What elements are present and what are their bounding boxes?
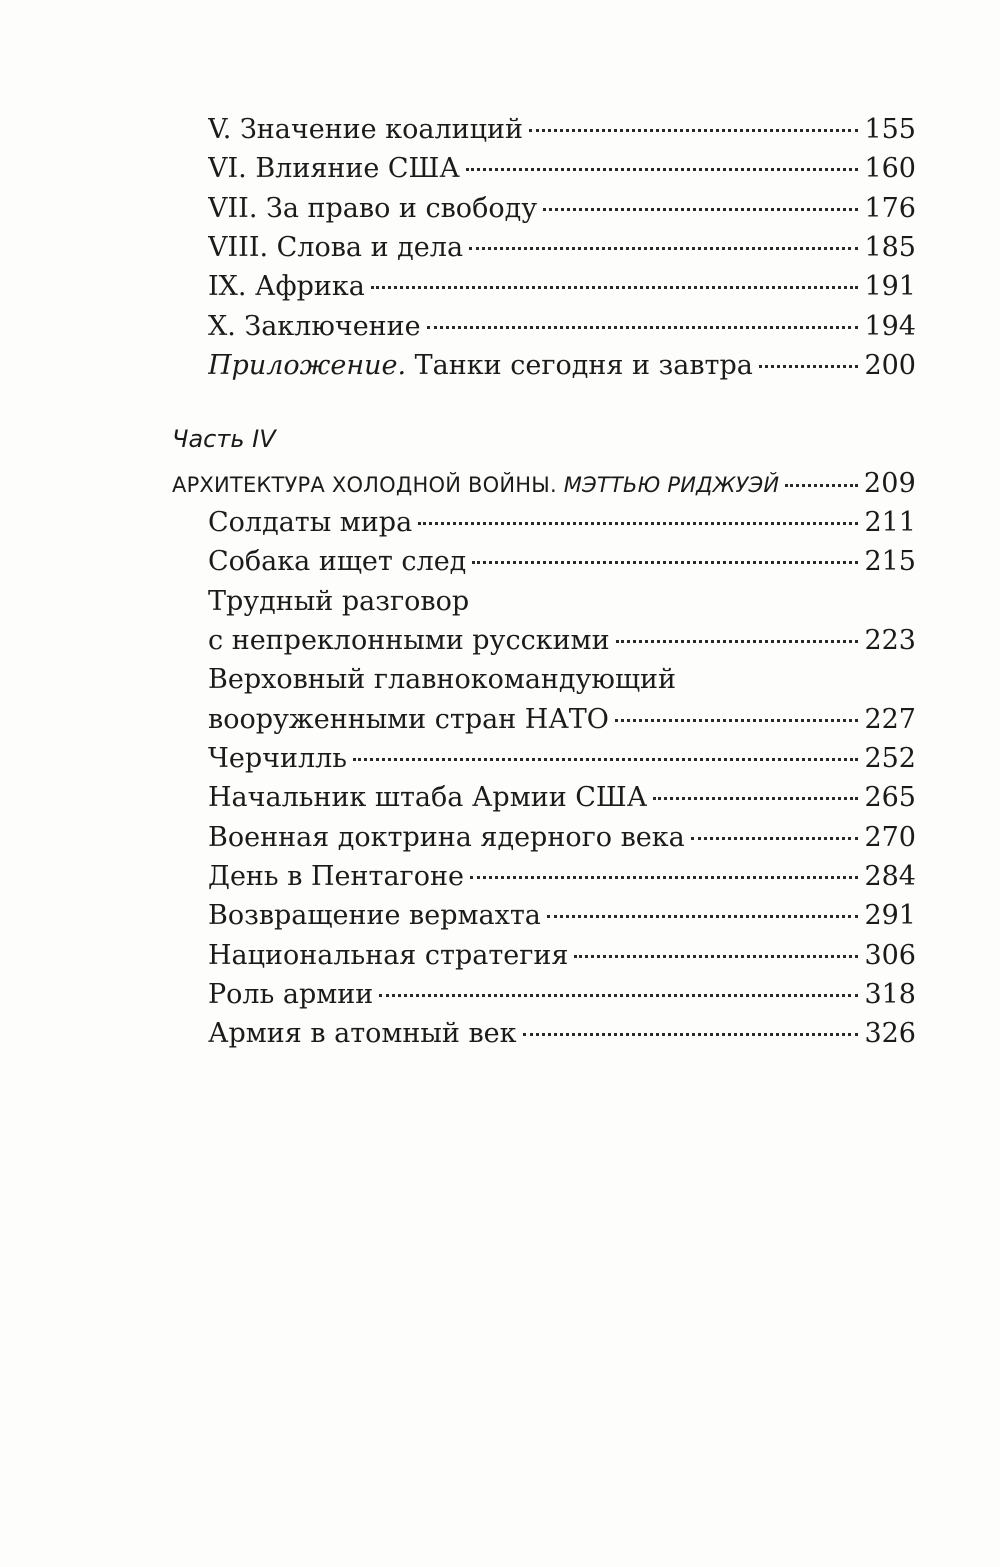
part-heading-entry[interactable] xyxy=(172,468,916,508)
dot-leader xyxy=(574,955,858,958)
dot-leader xyxy=(371,286,859,289)
toc-entry[interactable] xyxy=(208,546,916,586)
dot-leader xyxy=(469,247,858,250)
toc-entry[interactable] xyxy=(208,271,916,311)
toc-entry-page: 160 xyxy=(864,153,916,184)
part-heading xyxy=(172,473,783,497)
toc-entry-title: VII. За право и свободу xyxy=(208,193,538,224)
toc-entry-page: 200 xyxy=(864,350,916,381)
dot-leader xyxy=(427,326,859,329)
toc-entry-title: вооруженными стран НАТО xyxy=(208,704,609,735)
toc-entry[interactable] xyxy=(208,625,916,665)
part-heading-author: МЭТТЬЮ РИДЖУЭЙ xyxy=(556,473,780,497)
dot-leader xyxy=(466,168,859,171)
toc-entry[interactable] xyxy=(208,782,916,822)
part-heading-title: АРХИТЕКТУРА ХОЛОДНОЙ ВОЙНЫ. xyxy=(172,473,557,497)
toc-entry[interactable] xyxy=(208,114,916,154)
dot-leader xyxy=(547,915,859,918)
toc-entry-page: 211 xyxy=(864,507,916,538)
toc-entry-title: Начальник штаба Армии США xyxy=(208,782,648,813)
dot-leader xyxy=(472,561,858,564)
toc-entry-title: Возвращение вермахта xyxy=(208,900,541,931)
toc-entry[interactable] xyxy=(208,193,916,233)
toc-entry[interactable] xyxy=(208,743,916,783)
dot-leader xyxy=(418,522,858,525)
dot-leader xyxy=(759,365,859,368)
toc-entry[interactable] xyxy=(208,940,916,980)
toc-entry-page: 185 xyxy=(864,232,916,263)
dot-leader xyxy=(785,484,858,487)
toc-entry-page: 265 xyxy=(864,782,916,813)
toc-entry[interactable] xyxy=(208,861,916,901)
toc-entry-title-line1: Трудный разговор xyxy=(208,586,470,617)
toc-entry[interactable] xyxy=(208,311,916,351)
dot-leader xyxy=(616,640,859,643)
toc-entry-title: Армия в атомный век xyxy=(208,1018,517,1049)
toc-entry-title: IX. Африка xyxy=(208,271,365,302)
toc-entry-title: V. Значение коалиций xyxy=(208,114,523,145)
toc-entry[interactable] xyxy=(208,900,916,940)
part-label: Часть IV xyxy=(172,425,276,453)
toc-entry-page: 306 xyxy=(864,940,916,971)
dot-leader xyxy=(470,876,859,879)
toc-entry-page: 191 xyxy=(864,271,916,302)
toc-entry-title: VI. Влияние США xyxy=(208,153,460,184)
dot-leader xyxy=(529,129,858,132)
toc-entry-page: 227 xyxy=(864,704,916,735)
toc-entry-title xyxy=(208,350,757,381)
toc-entry-title: X. Заключение xyxy=(208,311,421,342)
toc-entry-page: 194 xyxy=(864,311,916,342)
toc-entry-page: 318 xyxy=(864,979,916,1010)
appendix-label: Приложение. xyxy=(208,350,407,381)
toc-entry[interactable] xyxy=(208,979,916,1019)
toc-entry-page: 215 xyxy=(864,546,916,577)
toc-entry[interactable] xyxy=(208,232,916,272)
toc-entry-title: Роль армии xyxy=(208,979,374,1010)
toc-entry-page: 270 xyxy=(864,822,916,853)
dot-leader xyxy=(379,994,858,997)
toc-entry-title: с непреклонными русскими xyxy=(208,625,610,656)
appendix-title: Танки сегодня и завтра xyxy=(406,350,753,381)
toc-entry[interactable] xyxy=(208,507,916,547)
toc-entry-page: 252 xyxy=(864,743,916,774)
dot-leader xyxy=(615,719,859,722)
toc-entry-title: Национальная стратегия xyxy=(208,940,569,971)
toc-entry-title: VIII. Слова и дела xyxy=(208,232,464,263)
toc-entry-page: 176 xyxy=(864,193,916,224)
dot-leader xyxy=(543,208,858,211)
toc-entry-page: 326 xyxy=(864,1018,916,1049)
toc-entry[interactable] xyxy=(208,822,916,862)
toc-entry-appendix[interactable] xyxy=(208,350,916,390)
toc-entry-page: 155 xyxy=(864,114,916,145)
toc-entry[interactable] xyxy=(208,1018,916,1058)
toc-entry-page: 291 xyxy=(864,900,916,931)
toc-entry[interactable] xyxy=(208,704,916,744)
toc-entry-title: Собака ищет след xyxy=(208,546,467,577)
toc-entry[interactable] xyxy=(208,153,916,193)
dot-leader xyxy=(353,758,858,761)
toc-entry-page: 209 xyxy=(863,468,916,499)
toc-entry-page: 284 xyxy=(864,861,916,892)
toc-entry-title-line1: Верховный главнокомандующий xyxy=(208,664,677,695)
dot-leader xyxy=(691,837,859,840)
toc-entry-page: 223 xyxy=(864,625,916,656)
toc-entry-title: День в Пентагоне xyxy=(208,861,464,892)
dot-leader xyxy=(653,797,858,800)
toc-entry-title: Солдаты мира xyxy=(208,507,413,538)
dot-leader xyxy=(523,1033,859,1036)
toc-entry-title: Военная доктрина ядерного века xyxy=(208,822,685,853)
toc-entry-title: Черчилль xyxy=(208,743,347,774)
